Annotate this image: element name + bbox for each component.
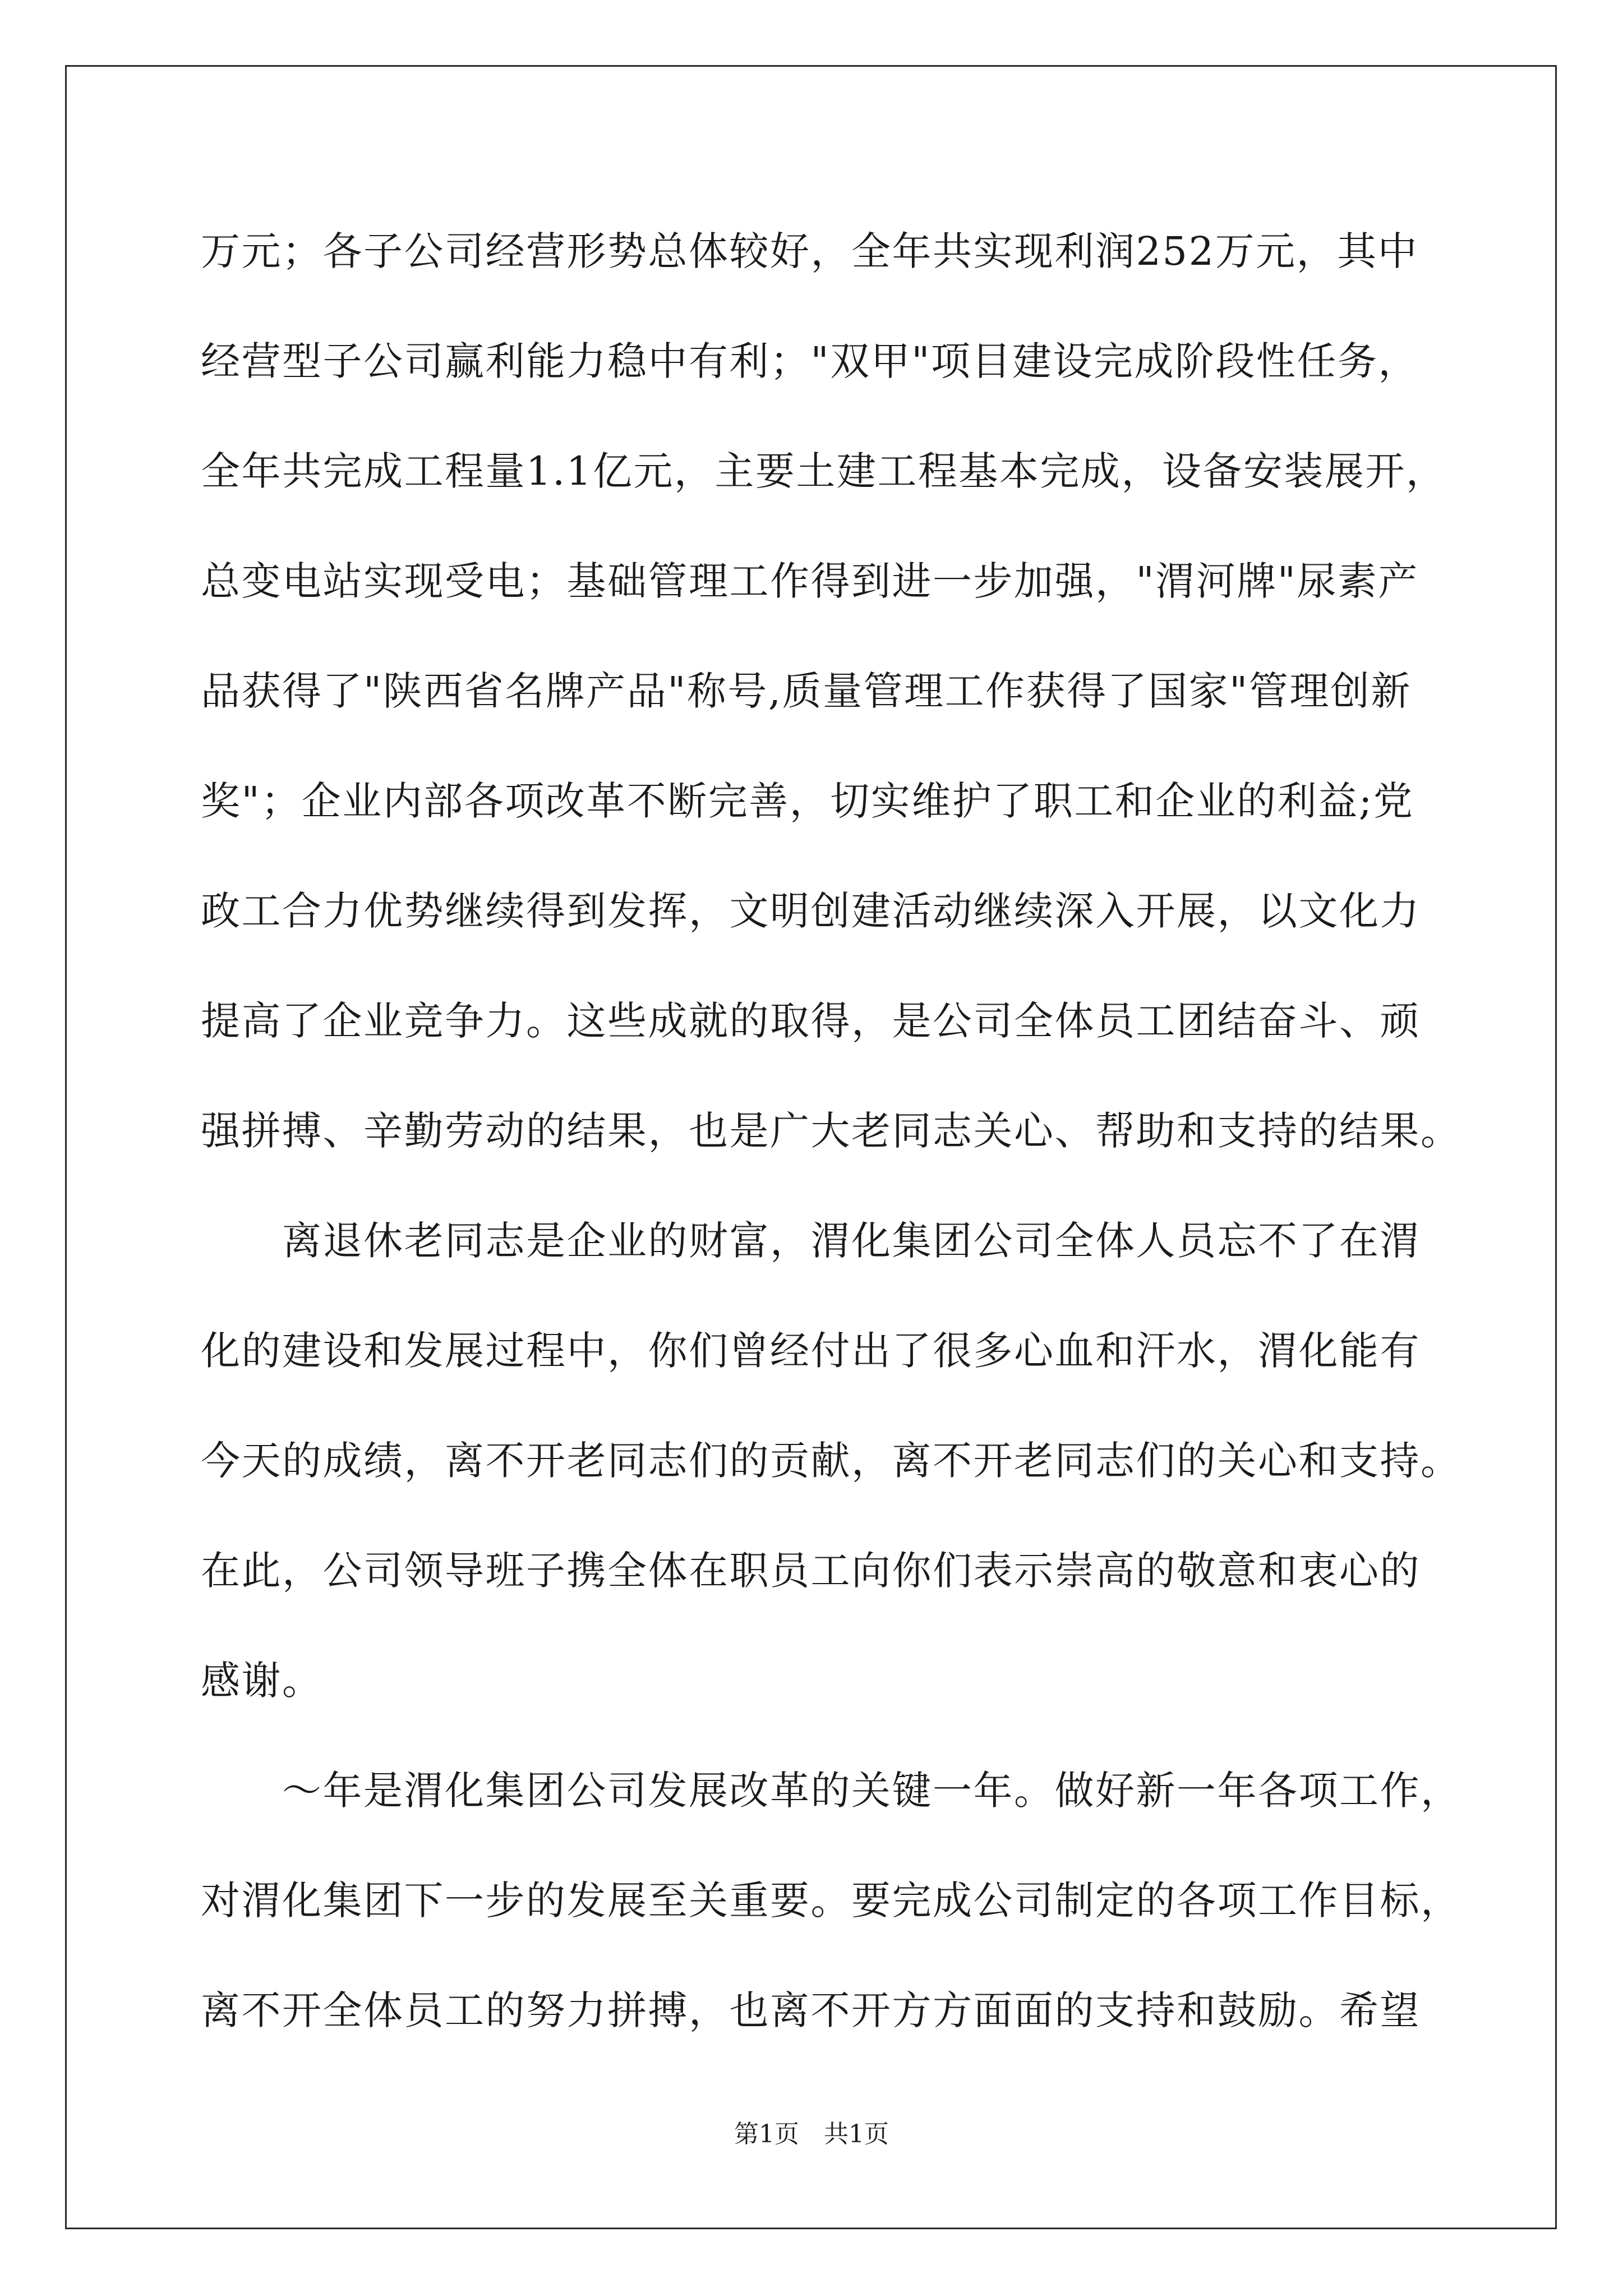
text-line: 离退休老同志是企业的财富，渭化集团公司全体人员忘不了在渭 xyxy=(201,1218,1421,1264)
document-body xyxy=(201,196,1461,2065)
text-line: 总变电站实现受电；基础管理工作得到进一步加强，"渭河牌"尿素产 xyxy=(201,558,1419,604)
text-line: 经营型子公司赢利能力稳中有利；"双甲"项目建设完成阶段性任务， xyxy=(201,338,1419,384)
text-line: 化的建设和发展过程中，你们曾经付出了很多心血和汗水，渭化能有 xyxy=(201,1328,1421,1374)
text-line: 感谢。 xyxy=(201,1658,323,1704)
page-footer: 第1页 共1页 xyxy=(734,2120,889,2148)
text-line: ～年是渭化集团公司发展改革的关键一年。做好新一年各项工作， xyxy=(201,1768,1461,1814)
text-line: 品获得了"陕西省名牌产品"称号,质量管理工作获得了国家"管理创新 xyxy=(201,668,1412,714)
text-line: 提高了企业竞争力。这些成就的取得，是公司全体员工团结奋斗、顽 xyxy=(201,998,1421,1044)
text-line: 全年共完成工程量1.1亿元，主要土建工程基本完成，设备安装展开， xyxy=(201,448,1447,494)
text-line: 万元；各子公司经营形势总体较好，全年共实现利润252万元，其中 xyxy=(201,228,1419,274)
text-line: 强拼搏、辛勤劳动的结果，也是广大老同志关心、帮助和支持的结果。 xyxy=(201,1108,1461,1154)
text-line: 政工合力优势继续得到发挥，文明创建活动继续深入开展，以文化力 xyxy=(201,888,1421,934)
text-line: 奖"；企业内部各项改革不断完善，切实维护了职工和企业的利益;党 xyxy=(201,778,1414,824)
text-line: 今天的成绩，离不开老同志们的贡献，离不开老同志们的关心和支持。 xyxy=(201,1438,1461,1484)
text-line: 离不开全体员工的努力拼搏，也离不开方方面面的支持和鼓励。希望 xyxy=(201,1987,1421,2033)
text-line: 在此，公司领导班子携全体在职员工向你们表示崇高的敬意和衷心的 xyxy=(201,1548,1421,1594)
text-line: 对渭化集团下一步的发展至关重要。要完成公司制定的各项工作目标， xyxy=(201,1878,1461,1924)
